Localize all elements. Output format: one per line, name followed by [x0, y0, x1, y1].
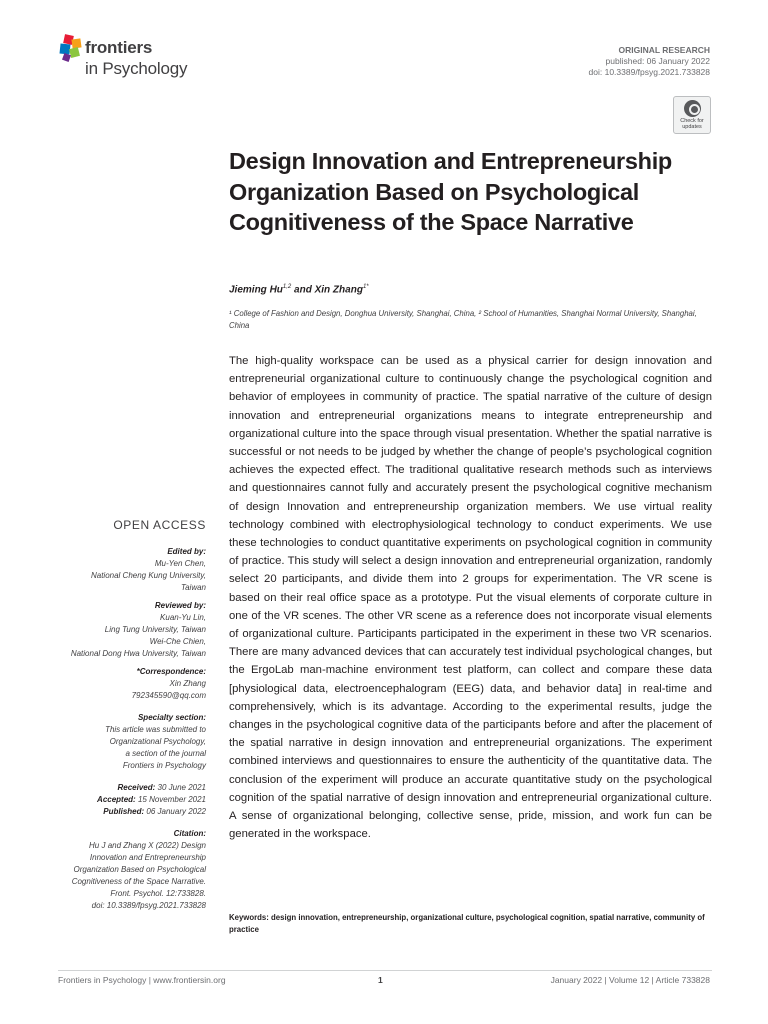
published-date: published: 06 January 2022 [605, 56, 710, 66]
published-date-sidebar [40, 806, 206, 818]
citation-line: Front. Psychol. 12:733828. [110, 889, 206, 898]
reviewer-name[interactable]: Wei-Che Chien, [149, 637, 206, 646]
citation-line: Organization Based on Psychological [73, 865, 206, 874]
specialty-line: a section of the journal [125, 749, 206, 758]
published-value: 06 January 2022 [144, 807, 206, 816]
specialty-line: Organizational Psychology, [109, 737, 206, 746]
citation-line: Cognitiveness of the Space Narrative. [71, 877, 206, 886]
article-type: ORIGINAL RESEARCH [618, 45, 710, 55]
brand-name: frontiers [85, 38, 153, 57]
author-name[interactable]: Jieming Hu [229, 284, 283, 296]
article-meta [589, 45, 710, 78]
journal-name: in Psychology [85, 59, 188, 78]
open-access-label: OPEN ACCESS [113, 518, 206, 532]
article-title: Design Innovation and Entrepreneurship Organization Based on Psychological Cognitiveness of the Space Narrative [229, 148, 672, 235]
doi-link[interactable]: doi: 10.3389/fpsyg.2021.733828 [588, 67, 710, 77]
author-conjunction: and [291, 284, 315, 296]
citation-line: Hu J and Zhang X (2022) Design [89, 841, 206, 850]
reviewer-name[interactable]: Kuan-Yu Lin, [160, 613, 206, 622]
editor-affiliation: National Cheng Kung University, [90, 571, 206, 580]
abstract-text: The high-quality workspace can be used as a physical carrier for design innovation and entrepreneurial organizational culture to continuously change the psychological cognition and behavior of employees in community of practice. The spatial narrative of the culture of design innovation and entrepreneurial organizations means to integrate entrepreneurship and organizational culture into the space through visual presentation. Whether the spatial narrative is successful or not needs to be judged by whether the change of people’s psychological cognition achieves the expected effect. The traditional qualitative research methods such as interviews and questionnaires cannot fully and accurately present the psychological cognitive mechanism of design Innovation and entrepreneurship organization members. We use virtual reality technology combined with electrophysiological technology to conduct experiments. We use these technologies to conduct quantitative experiments on psychological cognition in community of practice. This study will select a design innovation and entrepreneurial organization, randomly select 20 participants, and divide them into 2 groups for experimentation. The VR scene is based on their real office space as a prototype. Put the visual elements of corporate culture in one of the VR scenes. The other VR scene as a reference does not incorporate visual elements of organizational culture. Participants participated in the experiment in these two VR scenarios. There are many advanced devices that can accurately test individual psychological changes, but the ErgoLab man-machine environment test platform, can collect and compare these data [physiological data, electroencephalogram (EEG) data, and behavior data] in real-time and comprehensively, which is its advantage. According to the experimental results, judge the changes in the psychological cognitive data of the participants before and after the placement of the spatial narrative in design innovation and entrepreneurial organizations. The experiment combined interviews and questionnaires to ensure the authenticity of the quantitative data. The conclusion of the experiment will produce an accurate quantitative study on the psychological cognition of the spatial narrative of design innovation and entrepreneurial organizational culture. A sense of organizational belonging, collective sense, pride, mission, and work fun can be generated in the workspace. [229, 355, 712, 841]
affiliations: ¹ College of Fashion and Design, Donghua University, Shanghai, China, ² School of Humanities, Shanghai Normal University, Shanghai, China [229, 309, 697, 330]
author-list [229, 284, 369, 295]
check-updates-icon [684, 100, 701, 117]
citation-doi[interactable]: doi: 10.3389/fpsyg.2021.733828 [91, 901, 206, 910]
accepted-label: Accepted: [97, 795, 136, 804]
reviewed-by-label: Reviewed by: [154, 601, 206, 610]
reviewer-affiliation: Ling Tung University, Taiwan [104, 625, 206, 634]
editor-name[interactable]: Mu-Yen Chen, [154, 559, 206, 568]
correspondence-email[interactable]: 792345590@qq.com [131, 691, 206, 700]
received-value: 30 June 2021 [155, 783, 206, 792]
reviewer-affiliation: National Dong Hwa University, Taiwan [70, 649, 206, 658]
frontiers-logo-icon [58, 35, 84, 63]
accepted-date [40, 794, 206, 806]
published-label: Published: [103, 807, 145, 816]
received-label: Received: [117, 783, 156, 792]
edited-by-label: Edited by: [167, 547, 206, 556]
article-info-sidebar [40, 518, 206, 912]
author-affil-sup: 1* [362, 284, 369, 290]
footer-journal-link[interactable]: Frontiers in Psychology | www.frontiersin.org [58, 975, 226, 985]
page-number: 1 [378, 975, 383, 985]
journal-logo[interactable] [58, 35, 208, 83]
keywords: Keywords: design innovation, entrepreneurship, organizational culture, psychological cognition, spatial narrative, community of practice [229, 913, 705, 934]
check-badge-line2: updates [682, 124, 702, 130]
check-badge-line1: Check for [680, 118, 704, 124]
footer-issue-info: January 2022 | Volume 12 | Article 733828 [550, 975, 710, 985]
received-date [40, 782, 206, 794]
accepted-value: 15 November 2021 [135, 795, 206, 804]
correspondence-name: Xin Zhang [169, 679, 206, 688]
footer-divider [58, 970, 712, 971]
specialty-section-label: Specialty section: [137, 713, 206, 722]
author-affil-sup: 1,2 [282, 284, 292, 290]
correspondence-label: *Correspondence: [136, 667, 206, 676]
citation-line: Innovation and Entrepreneurship [89, 853, 206, 862]
specialty-line: This article was submitted to [105, 725, 206, 734]
citation-label: Citation: [173, 829, 206, 838]
specialty-line: Frontiers in Psychology [122, 761, 206, 770]
editor-country: Taiwan [180, 583, 206, 592]
author-name[interactable]: Xin Zhang [314, 284, 363, 296]
check-for-updates-button[interactable] [673, 96, 711, 134]
